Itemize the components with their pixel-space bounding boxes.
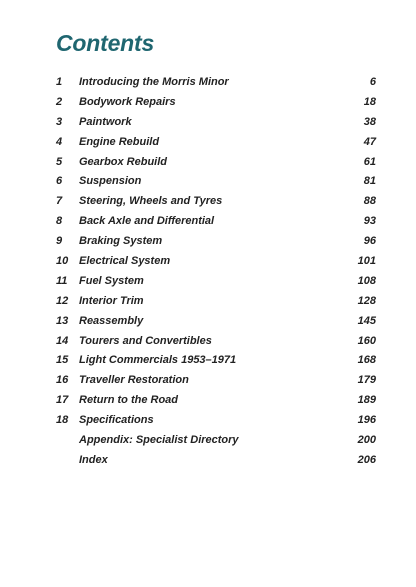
- toc-entry[interactable]: [56, 232, 376, 252]
- toc-entry[interactable]: [56, 172, 376, 192]
- toc-entry[interactable]: [56, 133, 376, 153]
- chapter-number: 14: [56, 334, 69, 347]
- page-number: 108: [357, 274, 376, 287]
- page-number: 145: [357, 314, 376, 327]
- toc-entry[interactable]: [56, 73, 376, 93]
- chapter-number: 11: [56, 274, 68, 287]
- page-number: 160: [357, 334, 376, 347]
- toc-entry[interactable]: [56, 411, 376, 431]
- page-number: 88: [363, 195, 376, 208]
- page-number: 189: [357, 394, 376, 407]
- chapter-number: 10: [56, 255, 69, 268]
- page-title: Contents: [56, 30, 155, 56]
- toc-entry[interactable]: [56, 371, 376, 391]
- toc-entry[interactable]: [56, 451, 376, 471]
- chapter-title: Fuel System: [79, 274, 144, 287]
- page-number: 18: [363, 95, 376, 108]
- chapter-number: 15: [56, 354, 69, 367]
- chapter-title: Gearbox Rebuild: [79, 155, 168, 168]
- chapter-number: 9: [56, 235, 63, 248]
- chapter-title: Electrical System: [79, 255, 171, 268]
- page-number: 47: [363, 135, 376, 148]
- page-number: 200: [357, 434, 376, 447]
- page-number: 93: [363, 215, 376, 228]
- toc-entry[interactable]: [56, 431, 376, 451]
- toc-entry[interactable]: [56, 391, 376, 411]
- toc-entry[interactable]: [56, 212, 376, 232]
- toc-entry[interactable]: [56, 312, 376, 332]
- toc-entry[interactable]: [56, 93, 376, 113]
- chapter-number: 16: [56, 374, 69, 387]
- chapter-title: Reassembly: [79, 314, 144, 327]
- page-number: 96: [363, 235, 376, 248]
- chapter-number: 3: [56, 115, 63, 128]
- toc-entry[interactable]: [56, 351, 376, 371]
- chapter-number: 1: [56, 76, 63, 88]
- chapter-title: Interior Trim: [79, 294, 144, 307]
- chapter-number: 2: [56, 95, 63, 108]
- chapter-title: Back Axle and Differential: [79, 215, 215, 228]
- chapter-title: Steering, Wheels and Tyres: [79, 195, 223, 208]
- toc-entry[interactable]: [56, 272, 376, 292]
- page-number: 128: [357, 294, 376, 307]
- chapter-number: 4: [56, 135, 63, 148]
- chapter-title: Braking System: [79, 235, 163, 248]
- chapter-number: 17: [56, 394, 69, 407]
- chapter-number: 8: [56, 215, 63, 228]
- page-number: 38: [363, 115, 376, 128]
- page-number: 196: [357, 414, 376, 427]
- chapter-title: Paintwork: [79, 115, 132, 128]
- table-of-contents: [56, 73, 376, 471]
- chapter-number: 6: [56, 175, 63, 188]
- toc-entry[interactable]: [56, 113, 376, 133]
- page-number: 61: [363, 155, 376, 168]
- chapter-title: Suspension: [79, 175, 142, 188]
- chapter-title: Introducing the Morris Minor: [79, 76, 229, 88]
- chapter-title: Engine Rebuild: [79, 135, 160, 148]
- toc-entry[interactable]: [56, 192, 376, 212]
- chapter-title: Bodywork Repairs: [79, 95, 176, 108]
- chapter-title: Specifications: [79, 414, 154, 427]
- chapter-title: Light Commercials 1953–1971: [79, 354, 237, 367]
- chapter-title: Traveller Restoration: [79, 374, 189, 387]
- page-number: 168: [357, 354, 376, 367]
- page-number: 179: [357, 374, 376, 387]
- page-number: 206: [357, 453, 376, 466]
- chapter-number: 7: [56, 195, 63, 208]
- page-number: 6: [369, 76, 376, 88]
- toc-entry[interactable]: [56, 153, 376, 173]
- chapter-title: Index: [79, 453, 108, 466]
- chapter-number: 13: [56, 314, 69, 327]
- chapter-number: 12: [56, 294, 69, 307]
- toc-entry[interactable]: [56, 332, 376, 352]
- toc-entry[interactable]: [56, 292, 376, 312]
- chapter-title: Appendix: Specialist Directory: [79, 434, 239, 447]
- page-number: 101: [357, 255, 376, 268]
- chapter-title: Return to the Road: [79, 394, 178, 407]
- chapter-title: Tourers and Convertibles: [79, 334, 212, 347]
- chapter-number: 5: [56, 155, 63, 168]
- toc-entry[interactable]: [56, 252, 376, 272]
- page-number: 81: [363, 175, 376, 188]
- chapter-number: 18: [56, 414, 69, 427]
